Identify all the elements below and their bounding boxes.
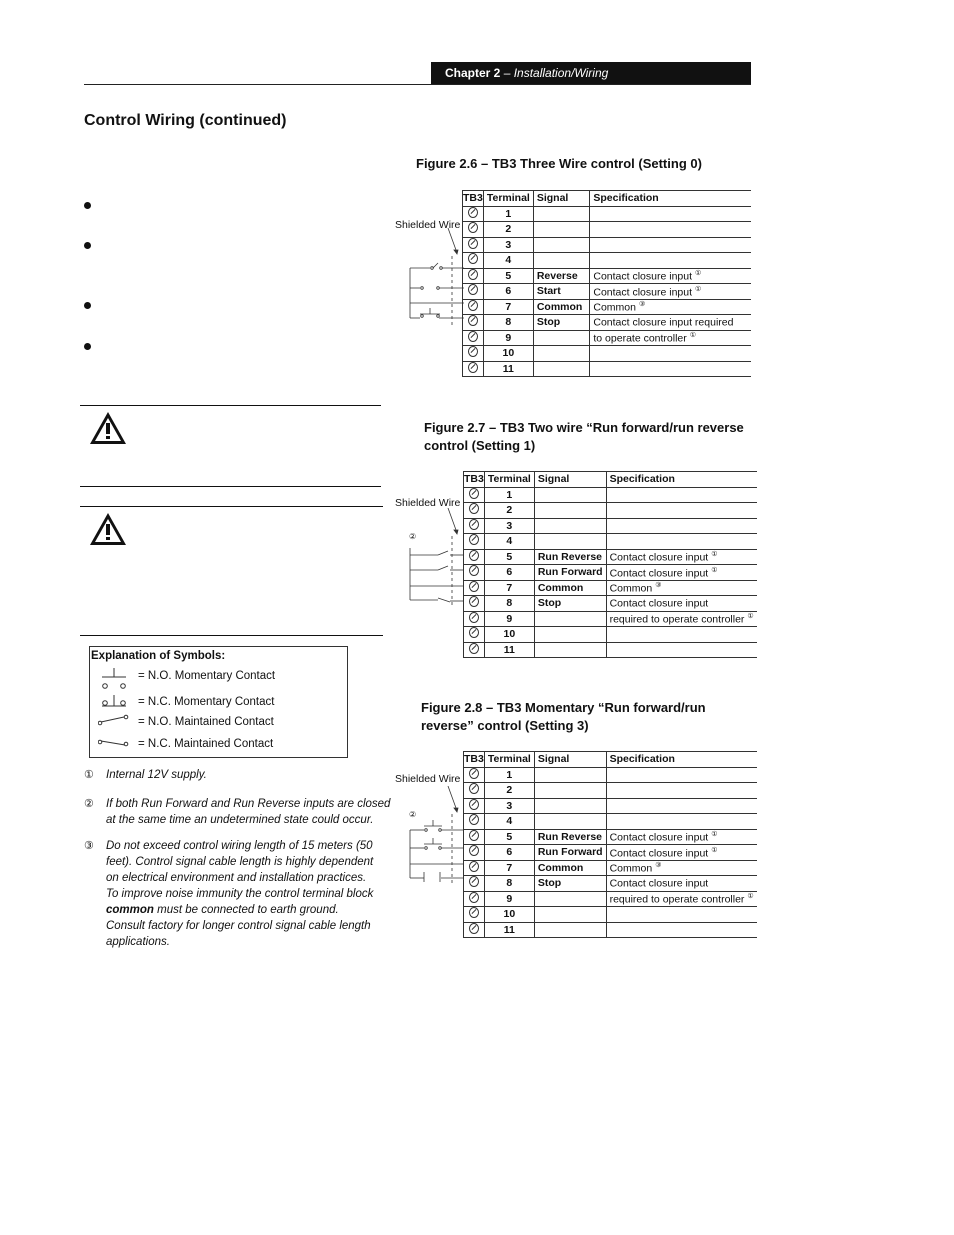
wire-note-marker: ②: [409, 532, 417, 541]
specification-text: Contact closure input: [593, 270, 693, 283]
signal-name: [534, 518, 606, 534]
footnote-marker: ①: [711, 566, 718, 574]
table-row: [464, 922, 757, 938]
specification: [590, 330, 751, 346]
warning-icon: [88, 410, 128, 446]
bullet-dot: [84, 202, 91, 209]
specification-text: Contact closure input: [609, 551, 709, 564]
specification-text: Contact closure input: [609, 597, 709, 610]
terminal-number: 1: [483, 206, 533, 222]
legend-item: = N.C. Momentary Contact: [138, 696, 275, 708]
terminal-screw: [463, 222, 484, 238]
warning-top-rule: [80, 405, 381, 406]
terminal-number: 9: [484, 891, 534, 907]
specification: [606, 814, 757, 830]
specification-text: Contact closure input: [609, 877, 709, 890]
specification: [590, 253, 751, 269]
table-row: [464, 596, 757, 612]
signal-name: [533, 222, 590, 238]
table-row: [464, 876, 757, 892]
table-row: [464, 860, 757, 876]
footnote-marker: ①: [711, 551, 718, 558]
terminal-screw: [464, 627, 485, 643]
table-row: [464, 798, 757, 814]
terminal-number: 4: [484, 814, 534, 830]
table-row: [463, 330, 752, 346]
signal-name: [533, 330, 590, 346]
terminal-number: 8: [484, 596, 534, 612]
specification: [590, 206, 751, 222]
footnote-marker: ③: [655, 862, 662, 869]
chapter-header: [431, 62, 751, 85]
table-row: [463, 253, 752, 269]
specification-text: Contact closure input: [609, 567, 709, 579]
signal-name: Reverse: [533, 268, 590, 284]
specification: [606, 534, 757, 550]
signal-name: [534, 534, 606, 550]
terminal-screw: [463, 330, 484, 346]
signal-name: Stop: [534, 596, 606, 612]
screw-icon: [469, 581, 479, 592]
terminal-screw: [464, 518, 485, 534]
header-rule: [84, 84, 751, 85]
table-row: [464, 767, 757, 783]
table-row: [463, 299, 752, 315]
specification: [590, 299, 751, 315]
shielded-wire-label: Shielded Wire: [395, 497, 461, 509]
table-row: [463, 315, 752, 331]
specification: [606, 891, 757, 907]
terminal-screw: [463, 268, 484, 284]
terminal-number: 11: [484, 922, 534, 938]
signal-name: Common: [534, 580, 606, 596]
column-header: Specification: [606, 472, 757, 488]
table-row: [464, 487, 757, 503]
terminal-screw: [464, 876, 485, 892]
specification: [590, 284, 751, 300]
tb3-table: [462, 190, 751, 377]
section-title: Control Wiring (continued): [84, 112, 287, 129]
terminal-screw: [463, 315, 484, 331]
terminal-number: 2: [484, 503, 534, 519]
figure-title: Figure 2.8 – TB3 Momentary “Run forward/run reverse” control (Setting 3): [421, 700, 706, 733]
note-text: Internal 12V supply.: [106, 769, 207, 781]
chapter-label: Chapter 2: [445, 66, 501, 80]
signal-name: Run Forward: [534, 845, 606, 861]
specification: [590, 346, 751, 362]
bullet-dot: [84, 242, 91, 249]
table-row: [464, 549, 757, 565]
screw-icon: [469, 565, 479, 576]
footnote-marker: ①: [711, 831, 718, 838]
specification: [590, 237, 751, 253]
specification: [606, 565, 757, 581]
signal-name: Start: [533, 284, 590, 300]
table-row: [464, 783, 757, 799]
screw-icon: [468, 253, 478, 264]
table-row: [464, 829, 757, 845]
table-row: [464, 611, 757, 627]
specification: [606, 487, 757, 503]
screw-icon: [469, 550, 479, 561]
terminal-number: 4: [483, 253, 533, 269]
screw-icon: [469, 861, 479, 872]
legend-item: = N.O. Maintained Contact: [138, 716, 274, 728]
column-header: Terminal: [484, 472, 534, 488]
specification: [606, 518, 757, 534]
note-text: Do not exceed control wiring length of 15 meters (50 feet). Control signal cable length is highly dependent on electrical environment and installation practices. To improve noise immunity the control terminal block common must be connected to earth ground. Consult factory for longer control signal cable length applications.: [106, 840, 374, 948]
terminal-screw: [463, 346, 484, 362]
signal-name: [534, 611, 606, 627]
signal-name: Run Forward: [534, 565, 606, 581]
shielded-wire-label: Shielded Wire: [395, 773, 461, 785]
footnote-marker: ①: [747, 613, 754, 620]
figure-title: Figure 2.7 – TB3 Two wire “Run forward/run reverse control (Setting 1): [424, 420, 744, 453]
note-text: If both Run Forward and Run Reverse inputs are closed at the same time an undetermined state could occur.: [106, 798, 391, 826]
shielded-wire-label: Shielded Wire: [395, 219, 461, 231]
screw-icon: [469, 612, 479, 623]
terminal-screw: [464, 580, 485, 596]
terminal-screw: [463, 284, 484, 300]
table-row: [463, 237, 752, 253]
screw-icon: [469, 534, 479, 545]
terminal-screw: [464, 891, 485, 907]
signal-name: [533, 361, 590, 377]
screw-icon: [468, 238, 478, 249]
specification: [606, 767, 757, 783]
terminal-screw: [463, 253, 484, 269]
terminal-number: 6: [483, 284, 533, 300]
table-row: [463, 284, 752, 300]
terminal-number: 8: [484, 876, 534, 892]
signal-name: Run Reverse: [534, 829, 606, 845]
wiring-diagram: [408, 508, 464, 612]
table-row: [464, 534, 757, 550]
note-marker: ②: [84, 798, 94, 810]
specification-text: to operate controller: [593, 332, 687, 345]
column-header: Terminal: [484, 752, 534, 768]
table-row: [464, 518, 757, 534]
footnote-marker: ①: [711, 846, 718, 854]
table-header-row: [464, 752, 757, 768]
terminal-number: 4: [484, 534, 534, 550]
terminal-screw: [464, 798, 485, 814]
footnote-marker: ③: [638, 301, 646, 308]
table-row: [463, 361, 752, 377]
column-header: Signal: [534, 472, 606, 488]
specification: [606, 611, 757, 627]
table-row: [463, 222, 752, 238]
column-header: TB3: [464, 473, 484, 486]
specification: [606, 783, 757, 799]
terminal-number: 5: [483, 268, 533, 284]
warning-icon: [88, 511, 128, 547]
screw-icon: [469, 596, 479, 607]
screw-icon: [469, 814, 479, 825]
specification: [590, 361, 751, 377]
screw-icon: [468, 331, 478, 342]
specification: [606, 845, 757, 861]
screw-icon: [469, 627, 479, 638]
screw-icon: [468, 269, 478, 280]
specification-text: Common: [609, 862, 653, 875]
screw-icon: [468, 284, 478, 295]
screw-icon: [468, 315, 478, 326]
terminal-screw: [463, 237, 484, 253]
signal-name: Common: [533, 299, 590, 315]
terminal-screw: [464, 922, 485, 938]
specification-text: Common: [609, 582, 653, 595]
column-header: Terminal: [483, 191, 533, 207]
legend-title: Explanation of Symbols:: [91, 650, 226, 662]
signal-name: Stop: [533, 315, 590, 331]
terminal-screw: [464, 503, 485, 519]
terminal-number: 6: [484, 565, 534, 581]
screw-icon: [469, 799, 479, 810]
table-row: [464, 642, 757, 658]
terminal-number: 7: [483, 299, 533, 315]
specification-text: Contact closure input: [609, 831, 709, 844]
warning2-top-rule: [80, 506, 383, 507]
terminal-screw: [464, 845, 485, 861]
table-row: [464, 907, 757, 923]
table-row: [464, 814, 757, 830]
terminal-screw: [463, 206, 484, 222]
terminal-number: 5: [484, 549, 534, 565]
terminal-number: 10: [484, 907, 534, 923]
wiring-diagram: [408, 228, 464, 332]
terminal-screw: [464, 860, 485, 876]
terminal-number: 10: [484, 627, 534, 643]
screw-icon: [469, 845, 479, 856]
terminal-number: 11: [483, 361, 533, 377]
signal-name: [534, 642, 606, 658]
screw-icon: [469, 519, 479, 530]
specification: [606, 642, 757, 658]
wire-note-marker: ②: [409, 810, 417, 819]
terminal-number: 8: [483, 315, 533, 331]
table-row: [464, 503, 757, 519]
wiring-diagram: [408, 786, 464, 890]
table-row: [464, 565, 757, 581]
screw-icon: [468, 362, 478, 373]
table-header-row: [464, 472, 757, 488]
specification-text: required to operate controller: [609, 893, 745, 906]
signal-name: [533, 237, 590, 253]
specification: [606, 596, 757, 612]
column-header: Signal: [534, 752, 606, 768]
signal-name: [533, 346, 590, 362]
specification: [606, 860, 757, 876]
terminal-screw: [464, 549, 485, 565]
signal-name: Stop: [534, 876, 606, 892]
specification: [606, 503, 757, 519]
table-row: [463, 268, 752, 284]
terminal-number: 9: [483, 330, 533, 346]
screw-icon: [468, 207, 478, 218]
table-row: [464, 891, 757, 907]
specification: [590, 222, 751, 238]
column-header: Specification: [590, 191, 751, 207]
terminal-number: 3: [484, 798, 534, 814]
footnote-marker: ①: [695, 270, 702, 277]
chapter-separator: –: [500, 66, 514, 80]
specification: [606, 876, 757, 892]
chapter-title: Installation/Wiring: [513, 66, 609, 80]
table-header-row: [463, 191, 752, 207]
screw-icon: [469, 876, 479, 887]
signal-name: Run Reverse: [534, 549, 606, 565]
terminal-screw: [464, 642, 485, 658]
screw-icon: [469, 830, 479, 841]
terminal-number: 3: [483, 237, 533, 253]
table-row: [464, 845, 757, 861]
bullet-dot: [84, 343, 91, 350]
specification: [606, 829, 757, 845]
column-header: Signal: [533, 191, 590, 207]
terminal-screw: [464, 565, 485, 581]
signal-name: [534, 814, 606, 830]
warning-bottom-rule: [80, 486, 381, 487]
signal-name: [534, 907, 606, 923]
terminal-number: 2: [484, 783, 534, 799]
footnote-marker: ③: [655, 582, 662, 589]
terminal-screw: [463, 361, 484, 377]
terminal-screw: [464, 534, 485, 550]
footnote-marker: ①: [695, 285, 702, 293]
terminal-number: 10: [483, 346, 533, 362]
terminal-screw: [464, 487, 485, 503]
terminal-number: 1: [484, 767, 534, 783]
table-row: [463, 346, 752, 362]
tb3-table: [463, 471, 757, 658]
column-header: Specification: [606, 752, 757, 768]
screw-icon: [469, 783, 479, 794]
table-row: [463, 206, 752, 222]
screw-icon: [469, 643, 479, 654]
screw-icon: [469, 923, 479, 934]
terminal-screw: [464, 829, 485, 845]
terminal-number: 3: [484, 518, 534, 534]
specification: [606, 549, 757, 565]
screw-icon: [469, 488, 479, 499]
screw-icon: [469, 907, 479, 918]
contact-symbols: [98, 665, 130, 757]
terminal-number: 5: [484, 829, 534, 845]
figure-title: Figure 2.6 – TB3 Three Wire control (Setting 0): [416, 156, 702, 171]
warning2-bottom-rule: [80, 635, 383, 636]
specification: [606, 907, 757, 923]
screw-icon: [468, 222, 478, 233]
terminal-number: 7: [484, 860, 534, 876]
signal-name: [533, 253, 590, 269]
signal-name: Common: [534, 860, 606, 876]
terminal-screw: [464, 783, 485, 799]
terminal-number: 11: [484, 642, 534, 658]
screw-icon: [468, 300, 478, 311]
specification: [606, 627, 757, 643]
screw-icon: [469, 892, 479, 903]
signal-name: [534, 503, 606, 519]
note-marker: ③: [84, 840, 94, 852]
terminal-screw: [464, 767, 485, 783]
terminal-screw: [464, 596, 485, 612]
signal-name: [534, 783, 606, 799]
specification: [590, 268, 751, 284]
signal-name: [534, 767, 606, 783]
specification: [606, 798, 757, 814]
footnote-marker: ①: [747, 893, 754, 900]
signal-name: [534, 627, 606, 643]
specification: [590, 315, 751, 331]
screw-icon: [469, 503, 479, 514]
terminal-screw: [464, 611, 485, 627]
specification-text: Contact closure input required: [593, 316, 734, 329]
bullet-dot: [84, 302, 91, 309]
screw-icon: [468, 346, 478, 357]
signal-name: [534, 922, 606, 938]
specification-text: Contact closure input: [593, 286, 693, 298]
terminal-screw: [464, 907, 485, 923]
tb3-table: [463, 751, 757, 938]
terminal-screw: [463, 299, 484, 315]
signal-name: [534, 798, 606, 814]
column-header: TB3: [464, 753, 484, 766]
signal-name: [534, 487, 606, 503]
signal-name: [534, 891, 606, 907]
signal-name: [533, 206, 590, 222]
terminal-number: 1: [484, 487, 534, 503]
specification-text: Common: [593, 301, 636, 314]
footnote-marker: ①: [689, 332, 697, 339]
table-row: [464, 627, 757, 643]
specification-text: required to operate controller: [609, 613, 745, 626]
specification-text: Contact closure input: [609, 847, 709, 859]
terminal-number: 2: [483, 222, 533, 238]
specification: [606, 922, 757, 938]
terminal-number: 7: [484, 580, 534, 596]
legend-item: = N.C. Maintained Contact: [138, 738, 274, 750]
column-header: TB3: [463, 192, 483, 205]
legend-item: = N.O. Momentary Contact: [138, 670, 276, 682]
terminal-number: 6: [484, 845, 534, 861]
screw-icon: [469, 768, 479, 779]
terminal-screw: [464, 814, 485, 830]
note-marker: ①: [84, 769, 94, 781]
specification: [606, 580, 757, 596]
terminal-number: 9: [484, 611, 534, 627]
table-row: [464, 580, 757, 596]
